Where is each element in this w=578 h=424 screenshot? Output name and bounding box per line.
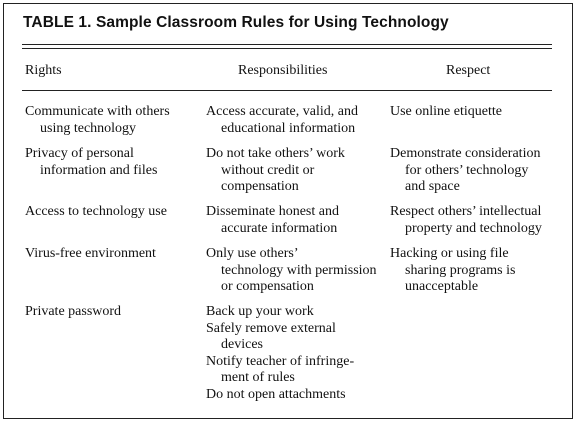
cell-line: devices xyxy=(221,337,263,353)
row-3-respect xyxy=(390,204,542,237)
cell-line: without credit or xyxy=(221,162,315,178)
cell-line: Respect others’ intellectual xyxy=(390,204,542,219)
cell-line: educational information xyxy=(221,120,356,136)
cell-line: Disseminate honest and xyxy=(206,204,339,219)
row-4-rights xyxy=(25,246,156,263)
row-5-rights xyxy=(25,304,121,321)
cell-line: Hacking or using file xyxy=(390,246,509,261)
cell-line: ment of rules xyxy=(221,370,295,386)
row-2-respect xyxy=(390,146,540,196)
row-4-responsibilities xyxy=(206,246,377,296)
cell-line: Safely remove external xyxy=(206,320,336,336)
cell-line: technology with permission xyxy=(221,262,377,278)
cell-line: for others’ technology xyxy=(405,162,529,178)
row-1-rights xyxy=(25,104,170,137)
row-5-responsibilities xyxy=(206,304,354,404)
cell-line: or compensation xyxy=(221,279,314,295)
row-3-rights xyxy=(25,204,167,221)
cell-line: Use online etiquette xyxy=(390,104,502,119)
table-title: TABLE 1. Sample Classroom Rules for Using Technology xyxy=(23,14,449,31)
cell-line: Demonstrate consideration xyxy=(390,146,541,161)
title-rule-top xyxy=(22,44,552,45)
cell-line: Do not take others’ work xyxy=(206,146,345,161)
cell-line: sharing programs is xyxy=(405,262,516,278)
cell-line: using technology xyxy=(40,120,137,136)
cell-line: Only use others’ xyxy=(206,246,299,261)
cell-line: Communicate with others xyxy=(25,104,170,119)
cell-line: compensation xyxy=(221,179,299,195)
column-header-responsibilities: Responsibilities xyxy=(238,63,328,78)
cell-line: Private password xyxy=(25,304,122,319)
row-3-responsibilities xyxy=(206,204,339,237)
row-2-rights xyxy=(25,146,157,179)
row-1-respect xyxy=(390,104,502,121)
row-2-responsibilities xyxy=(206,146,345,196)
column-header-rights: Rights xyxy=(25,63,62,78)
cell-line: accurate information xyxy=(221,220,338,236)
cell-line: Notify teacher of infringe- xyxy=(206,353,355,369)
row-4-respect xyxy=(390,246,515,296)
cell-line: property and technology xyxy=(405,220,542,236)
row-1-responsibilities xyxy=(206,104,358,137)
title-rule-bottom xyxy=(22,48,552,49)
cell-line: Access accurate, valid, and xyxy=(206,104,358,119)
cell-line: Privacy of personal xyxy=(25,146,134,161)
cell-line: and space xyxy=(405,179,460,195)
cell-line: Virus-free environment xyxy=(25,246,156,261)
column-header-respect: Respect xyxy=(446,63,491,78)
cell-line: unacceptable xyxy=(405,279,479,295)
cell-line: Back up your work xyxy=(206,304,314,319)
header-rule xyxy=(22,90,552,91)
cell-line: information and files xyxy=(40,162,158,178)
cell-line: Do not open attachments xyxy=(206,386,346,402)
cell-line: Access to technology use xyxy=(25,204,167,219)
